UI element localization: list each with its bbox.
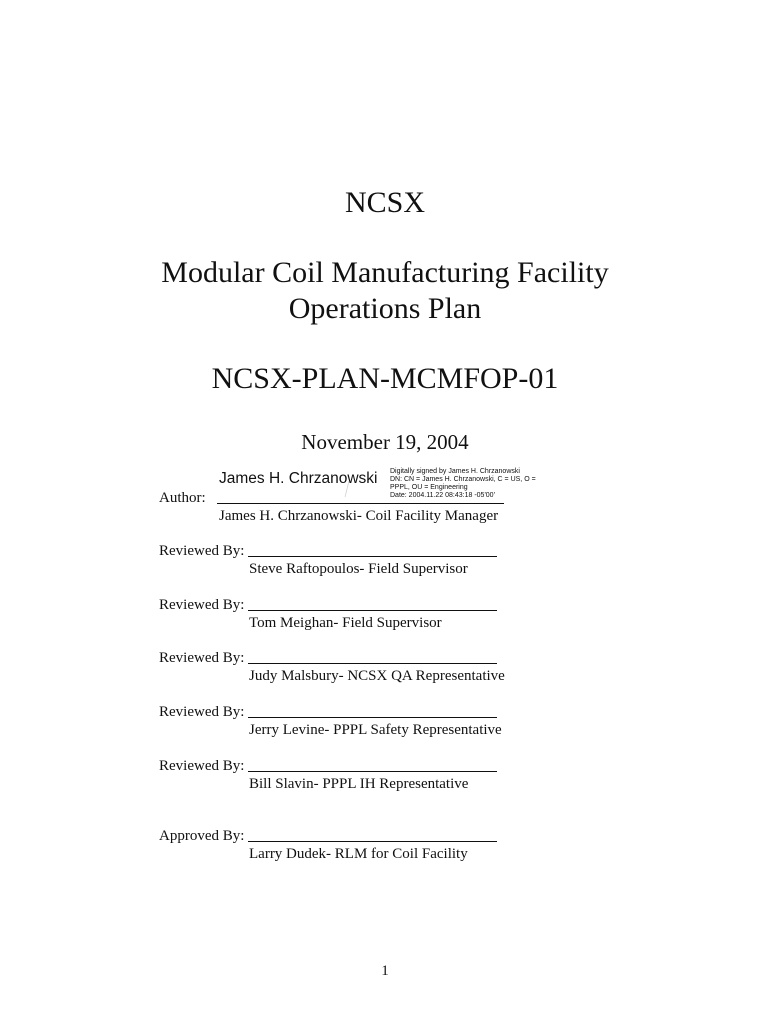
reviewer-name: Judy Malsbury- NCSX QA Representative (249, 668, 505, 684)
digital-signature-line: Digitally signed by James H. Chrzanowski (390, 468, 520, 475)
reviewer-signature-line (248, 610, 497, 611)
reviewer-signature-line (248, 771, 497, 772)
reviewer-label: Reviewed By: (159, 597, 245, 613)
document-title-line1: Modular Coil Manufacturing Facility (161, 256, 609, 289)
reviewer-name: Bill Slavin- PPPL IH Representative (249, 776, 469, 792)
approver-name: Larry Dudek- RLM for Coil Facility (249, 846, 468, 862)
reviewer-signature-line (248, 556, 497, 557)
signature-check-icon (344, 480, 350, 498)
reviewer-signature-line (248, 717, 497, 718)
document-number: NCSX-PLAN-MCMFOP-01 (211, 362, 559, 395)
author-signature-line (217, 503, 504, 504)
reviewer-name: Tom Meighan- Field Supervisor (249, 615, 442, 631)
project-title: NCSX (344, 186, 426, 219)
author-printed-name: James H. Chrzanowski- Coil Facility Manager (219, 508, 499, 524)
approver-signature-line (248, 841, 497, 842)
reviewer-label: Reviewed By: (159, 704, 245, 720)
document-date: November 19, 2004 (301, 430, 469, 454)
reviewer-signature-line (248, 663, 497, 664)
reviewer-label: Reviewed By: (159, 543, 245, 559)
page-number: 1 (381, 963, 389, 979)
reviewer-label: Reviewed By: (159, 650, 245, 666)
approver-label: Approved By: (159, 828, 245, 844)
digital-signature-line: PPPL, OU = Engineering (390, 484, 468, 491)
digital-signature-line: Date: 2004.11.22 08:43:18 -05'00' (390, 492, 495, 499)
reviewer-name: Jerry Levine- PPPL Safety Representative (249, 722, 502, 738)
reviewer-name: Steve Raftopoulos- Field Supervisor (249, 561, 468, 577)
digital-signature-line: DN: CN = James H. Chrzanowski, C = US, O = (390, 476, 536, 483)
reviewer-label: Reviewed By: (159, 758, 245, 774)
author-label: Author: (159, 490, 206, 506)
signature-name: James H. Chrzanowski (219, 470, 378, 487)
document-title-line2: Operations Plan (288, 292, 482, 325)
digital-signature-details (390, 468, 536, 500)
